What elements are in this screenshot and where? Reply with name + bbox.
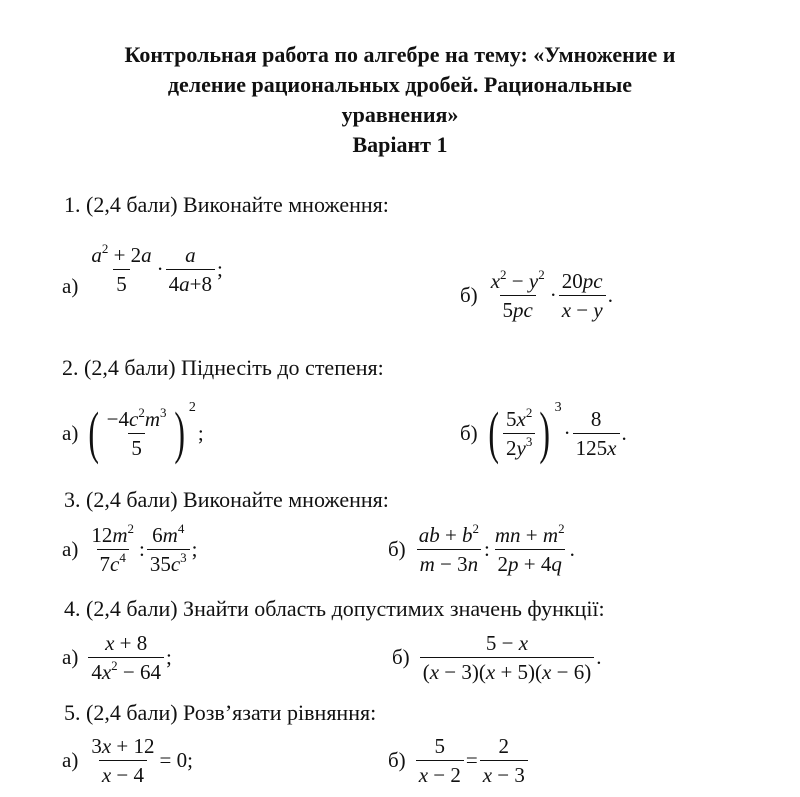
task-3b-expression: $\frac{ab + b^2}{m - 3n}$ : $\frac{mn + m^2}{2p + 4q}$ . [416,522,577,577]
task-3b [388,522,577,577]
task-5a-label: а) [62,748,79,772]
task-2b-expression: ( $\frac{5x^2}{2y^3}$ ) 3· $\frac{8}{125x}$ . [488,400,627,465]
title-line-3: уравнения» [341,102,459,127]
task-4b-expression: $\frac{5 - x}{(x - 3)(x + 5)(x - 6)}$ . [420,630,604,685]
task-1b-expression: $\frac{x^2 - y^2}{5pc}$ · $\frac{20pc}{x - y}$ . [490,267,613,322]
task-5b-expression: $\frac{5}{x - 2}$ = $\frac{2}{x - 3}$ [416,733,528,788]
task-1b-label: б) [460,283,478,307]
task-4-heading: 4. (2,4 бали) Знайти область допустимих значень функції: [64,596,605,621]
task-4b-label: б) [392,645,410,669]
task-1-heading: 1. (2,4 бали) Виконайте множення: [64,192,389,217]
task-5a [62,733,195,788]
task-2-heading: 2. (2,4 бали) Піднесіть до степеня: [62,355,384,380]
task-3b-label: б) [388,537,406,561]
task-4b [392,630,603,685]
task-1a [62,240,225,299]
task-3a-label: а) [62,537,79,561]
task-1a-expression: $\frac{a^2 + 2a}{5}$ · $\frac{a}{4a+8}$ ; [91,241,223,296]
task-2a [62,400,206,465]
title-line-1: Контрольная работа по алгебре на тему: «Умножение и [124,42,676,67]
task-3a [62,522,200,577]
title-line-2: деление рациональных дробей. Рациональные [167,72,633,97]
document-title [40,40,760,160]
task-5a-expression: $\frac{3x + 12}{x - 4}$ = 0; [91,734,193,787]
task-2b-label: б) [460,420,478,445]
task-5b [388,733,528,788]
task-2a-label: а) [62,420,79,445]
task-2a-expression: ( $\frac{-4c^2m^3}{5}$ ) 2; [88,400,204,465]
task-3a-expression: $\frac{12m^2}{7c^4}$ : $\frac{6m^4}{35c^3}$ ; [91,521,198,576]
task-1a-label: а) [62,274,79,298]
task-4a-label: а) [62,645,79,669]
task-3-heading: 3. (2,4 бали) Виконайте множення: [64,487,389,512]
task-5-heading: 5. (2,4 бали) Розв’язати рівняння: [64,700,377,725]
variant-label: Варіант 1 [352,132,448,157]
task-1b [460,268,615,323]
task-4a-expression: $\frac{x + 8}{4x^2 - 64}$ ; [88,630,174,685]
task-4a [62,630,174,685]
task-2b [460,400,629,465]
task-5b-label: б) [388,748,406,772]
